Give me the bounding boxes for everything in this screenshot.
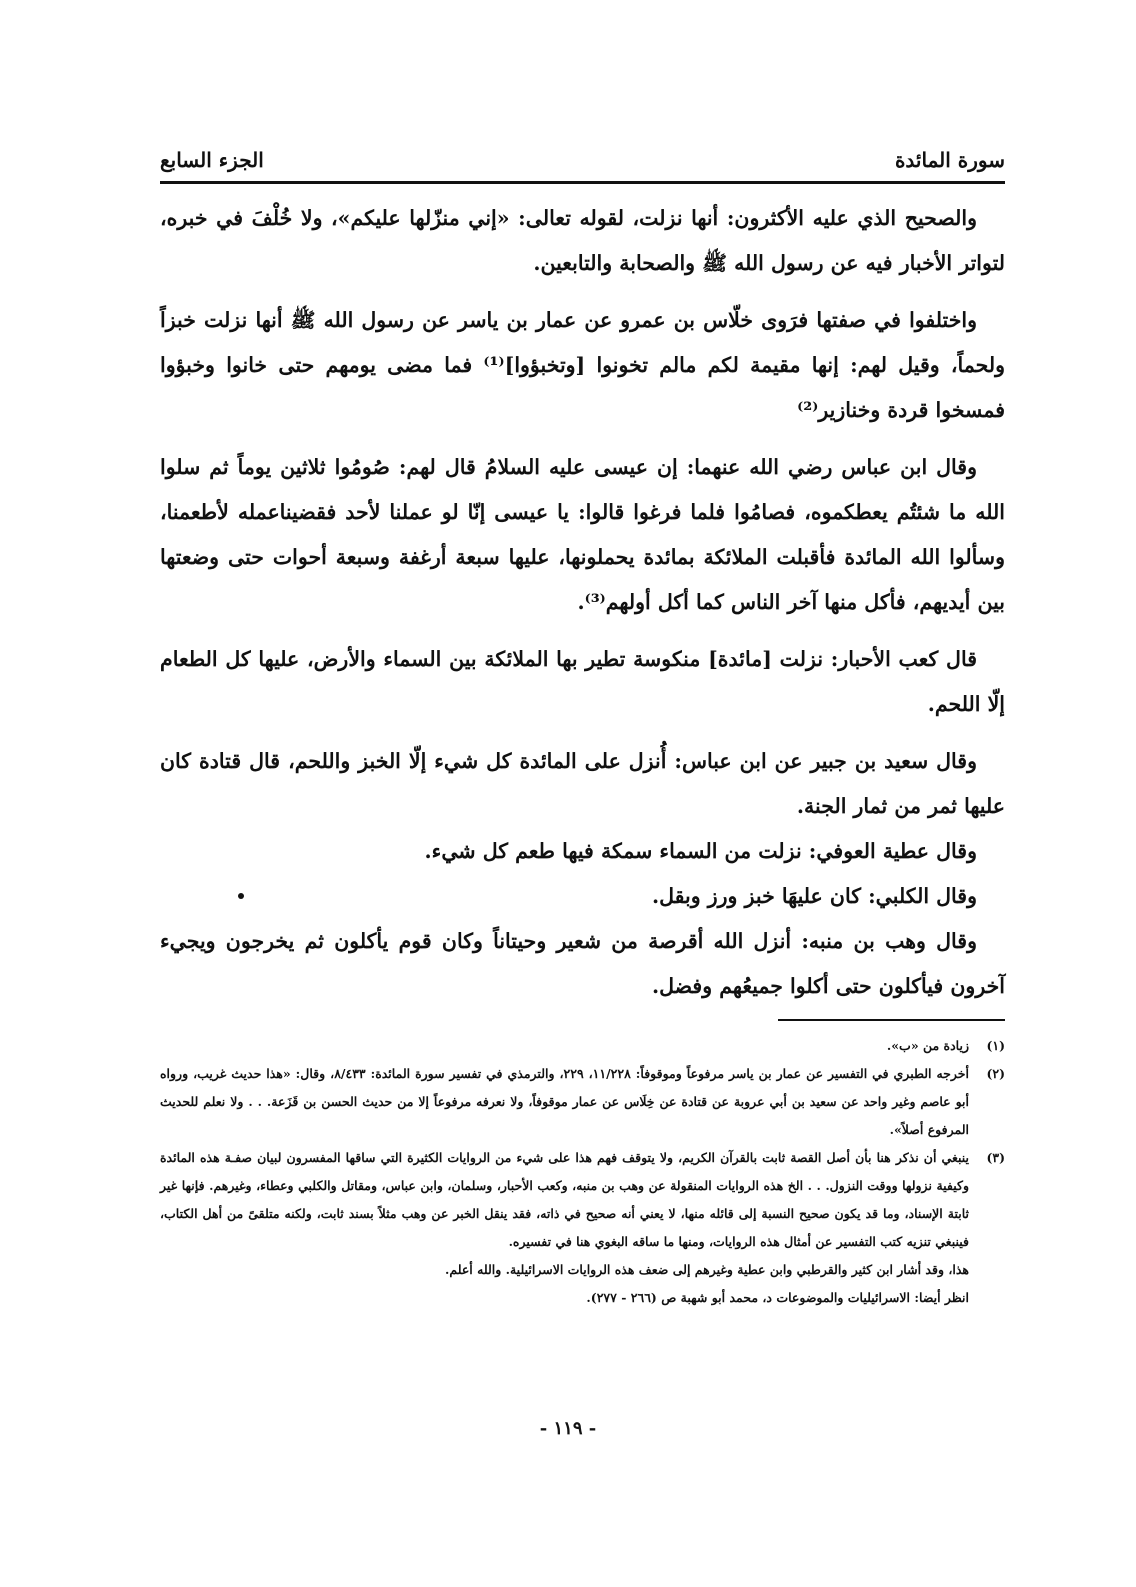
footnote-continuation: انظر أيضا: الاسرائيليات والموضوعات د، محمد أبو شهبة ص (٢٦٦ - ٢٧٧). (586, 1290, 969, 1305)
running-head (160, 140, 1005, 180)
paragraph: وقال ابن عباس رضي الله عنهما: إن عيسى عليه السلامُ قال لهم: صُومُوا ثلاثين يوماً ثم سلوا الله ما شئتُم يعطكموه، فصامُوا فلما فرغوا قالوا: يا عيسى إنّا لو عملنا لأحد فقضيناعمله لأطعمنا، وسألوا الله المائدة فأقبلت الملائكة بمائدة يحملونها، عليها سبعة أرغفة وسبعة أحوات حتى وضعتها بين أيديهم، فأكل منها آخر الناس كما أكل أولهم⁽³⁾. (160, 455, 1005, 614)
footnote-number: (٣) (986, 1150, 1005, 1165)
header-rule (160, 181, 1005, 184)
ink-dot (238, 893, 244, 899)
footnote-number: (٢) (986, 1066, 1005, 1081)
paragraph: وقال الكلبي: كان عليهَا خبز ورز وبقل. (651, 884, 977, 908)
paragraph: قال كعب الأحبار: نزلت [مائدة] منكوسة تطير بها الملائكة بين السماء والأرض، عليها كل الطعام إلّا اللحم. (160, 647, 1005, 716)
page-number: - ١١٩ - (539, 1418, 597, 1439)
part-title: الجزء السابع (160, 148, 264, 172)
footnote-number: (١) (986, 1038, 1005, 1053)
paragraph: والصحيح الذي عليه الأكثرون: أنها نزلت، لقوله تعالى: «إني منزّلها عليكم»، ولا خُلْفَ في خبره، لتواتر الأخبار فيه عن رسول الله ﷺ والصحابة والتابعين. (160, 206, 1005, 275)
main-text (160, 196, 1005, 1009)
footnotes (160, 1032, 1005, 1312)
paragraph: واختلفوا في صفتها فرَوى خلّاس بن عمرو عن عمار بن ياسر عن رسول الله ﷺ أنها نزلت خبزاً ولحماً، وقيل لهم: إنها مقيمة لكم مالم تخونوا [وتخبؤوا]⁽¹⁾ فما مضى يومهم حتى خانوا وخبؤوا فمسخوا قردة وخنازير⁽²⁾ (160, 308, 1006, 422)
paragraph: وقال عطية العوفي: نزلت من السماء سمكة فيها طعم كل شيء. (424, 839, 977, 863)
footnote (160, 1144, 1005, 1256)
surah-title: سورة المائدة (894, 148, 1005, 172)
footnote (160, 1032, 1005, 1060)
footnote-rule (778, 1019, 1005, 1021)
paragraph: وقال وهب بن منبه: أنزل الله أقرصة من شعير وحيتاناً وكان قوم يأكلون ثم يخرجون ويجيء آخرون فيأكلون حتى أكلوا جميعُهم وفضل. (160, 929, 1005, 998)
footnote-continuation: هذا، وقد أشار ابن كثير والقرطبي وابن عطية وغيرهم إلى ضعف هذه الروايات الاسرائيلية. والله أعلم. (445, 1262, 969, 1277)
paragraph: وقال سعيد بن جبير عن ابن عباس: أُنزل على المائدة كل شيء إلّا الخبز واللحم، قال قتادة كان عليها ثمر من ثمار الجنة. (160, 749, 1005, 818)
footnote-text: ينبغي أن نذكر هنا بأن أصل القصة ثابت بالقرآن الكريم، ولا يتوقف فهم هذا على شيء من الروايات الكثيرة التي ساقها المفسرون لبيان صفـة هذه المائدة وكيفية نزولها ووقت النزول. . . الخ هذه الروايات المنقولة عن وهب بن منبه، وكعب الأحبار، وسلمان، وابن عباس، ومقاتل والكلبي وعطاء، وغيرهم. فإنها غير ثابتة الإسناد، وما قد يكون صحيح النسبة إلى قائله منها، لا يعني أنه صحيح في ذاته، فقد ينقل الخبر عن وهب مثلاً بسند ثابت، ولكنه متلقىً من أهل الكتاب، فينبغي تنزيه كتب التفسير عن أمثال هذه الروايات، ومنها ما ساقه البغوي هنا في تفسيره. (160, 1150, 969, 1249)
footnote-text: أخرجه الطبري في التفسير عن عمار بن ياسر مرفوعاً وموقوفاً: ١١/٢٢٨، ٢٢٩، والترمذي في تفسير سورة المائدة: ٨/٤٣٣، وقال: «هذا حديث غريب، ورواه أبو عاصم وغير واحد عن سعيد بن أبي عروبة عن قتادة عن خِلَاس عن عمار موقوفاً، ولا نعرفه مرفوعاً إلا من حديث الحسن بن قَزَعة. . . ولا نعلم للحديث المرفوع أصلاً». (160, 1066, 969, 1137)
footnote (160, 1060, 1005, 1144)
footnote-text: زيادة من «ب». (886, 1038, 969, 1053)
